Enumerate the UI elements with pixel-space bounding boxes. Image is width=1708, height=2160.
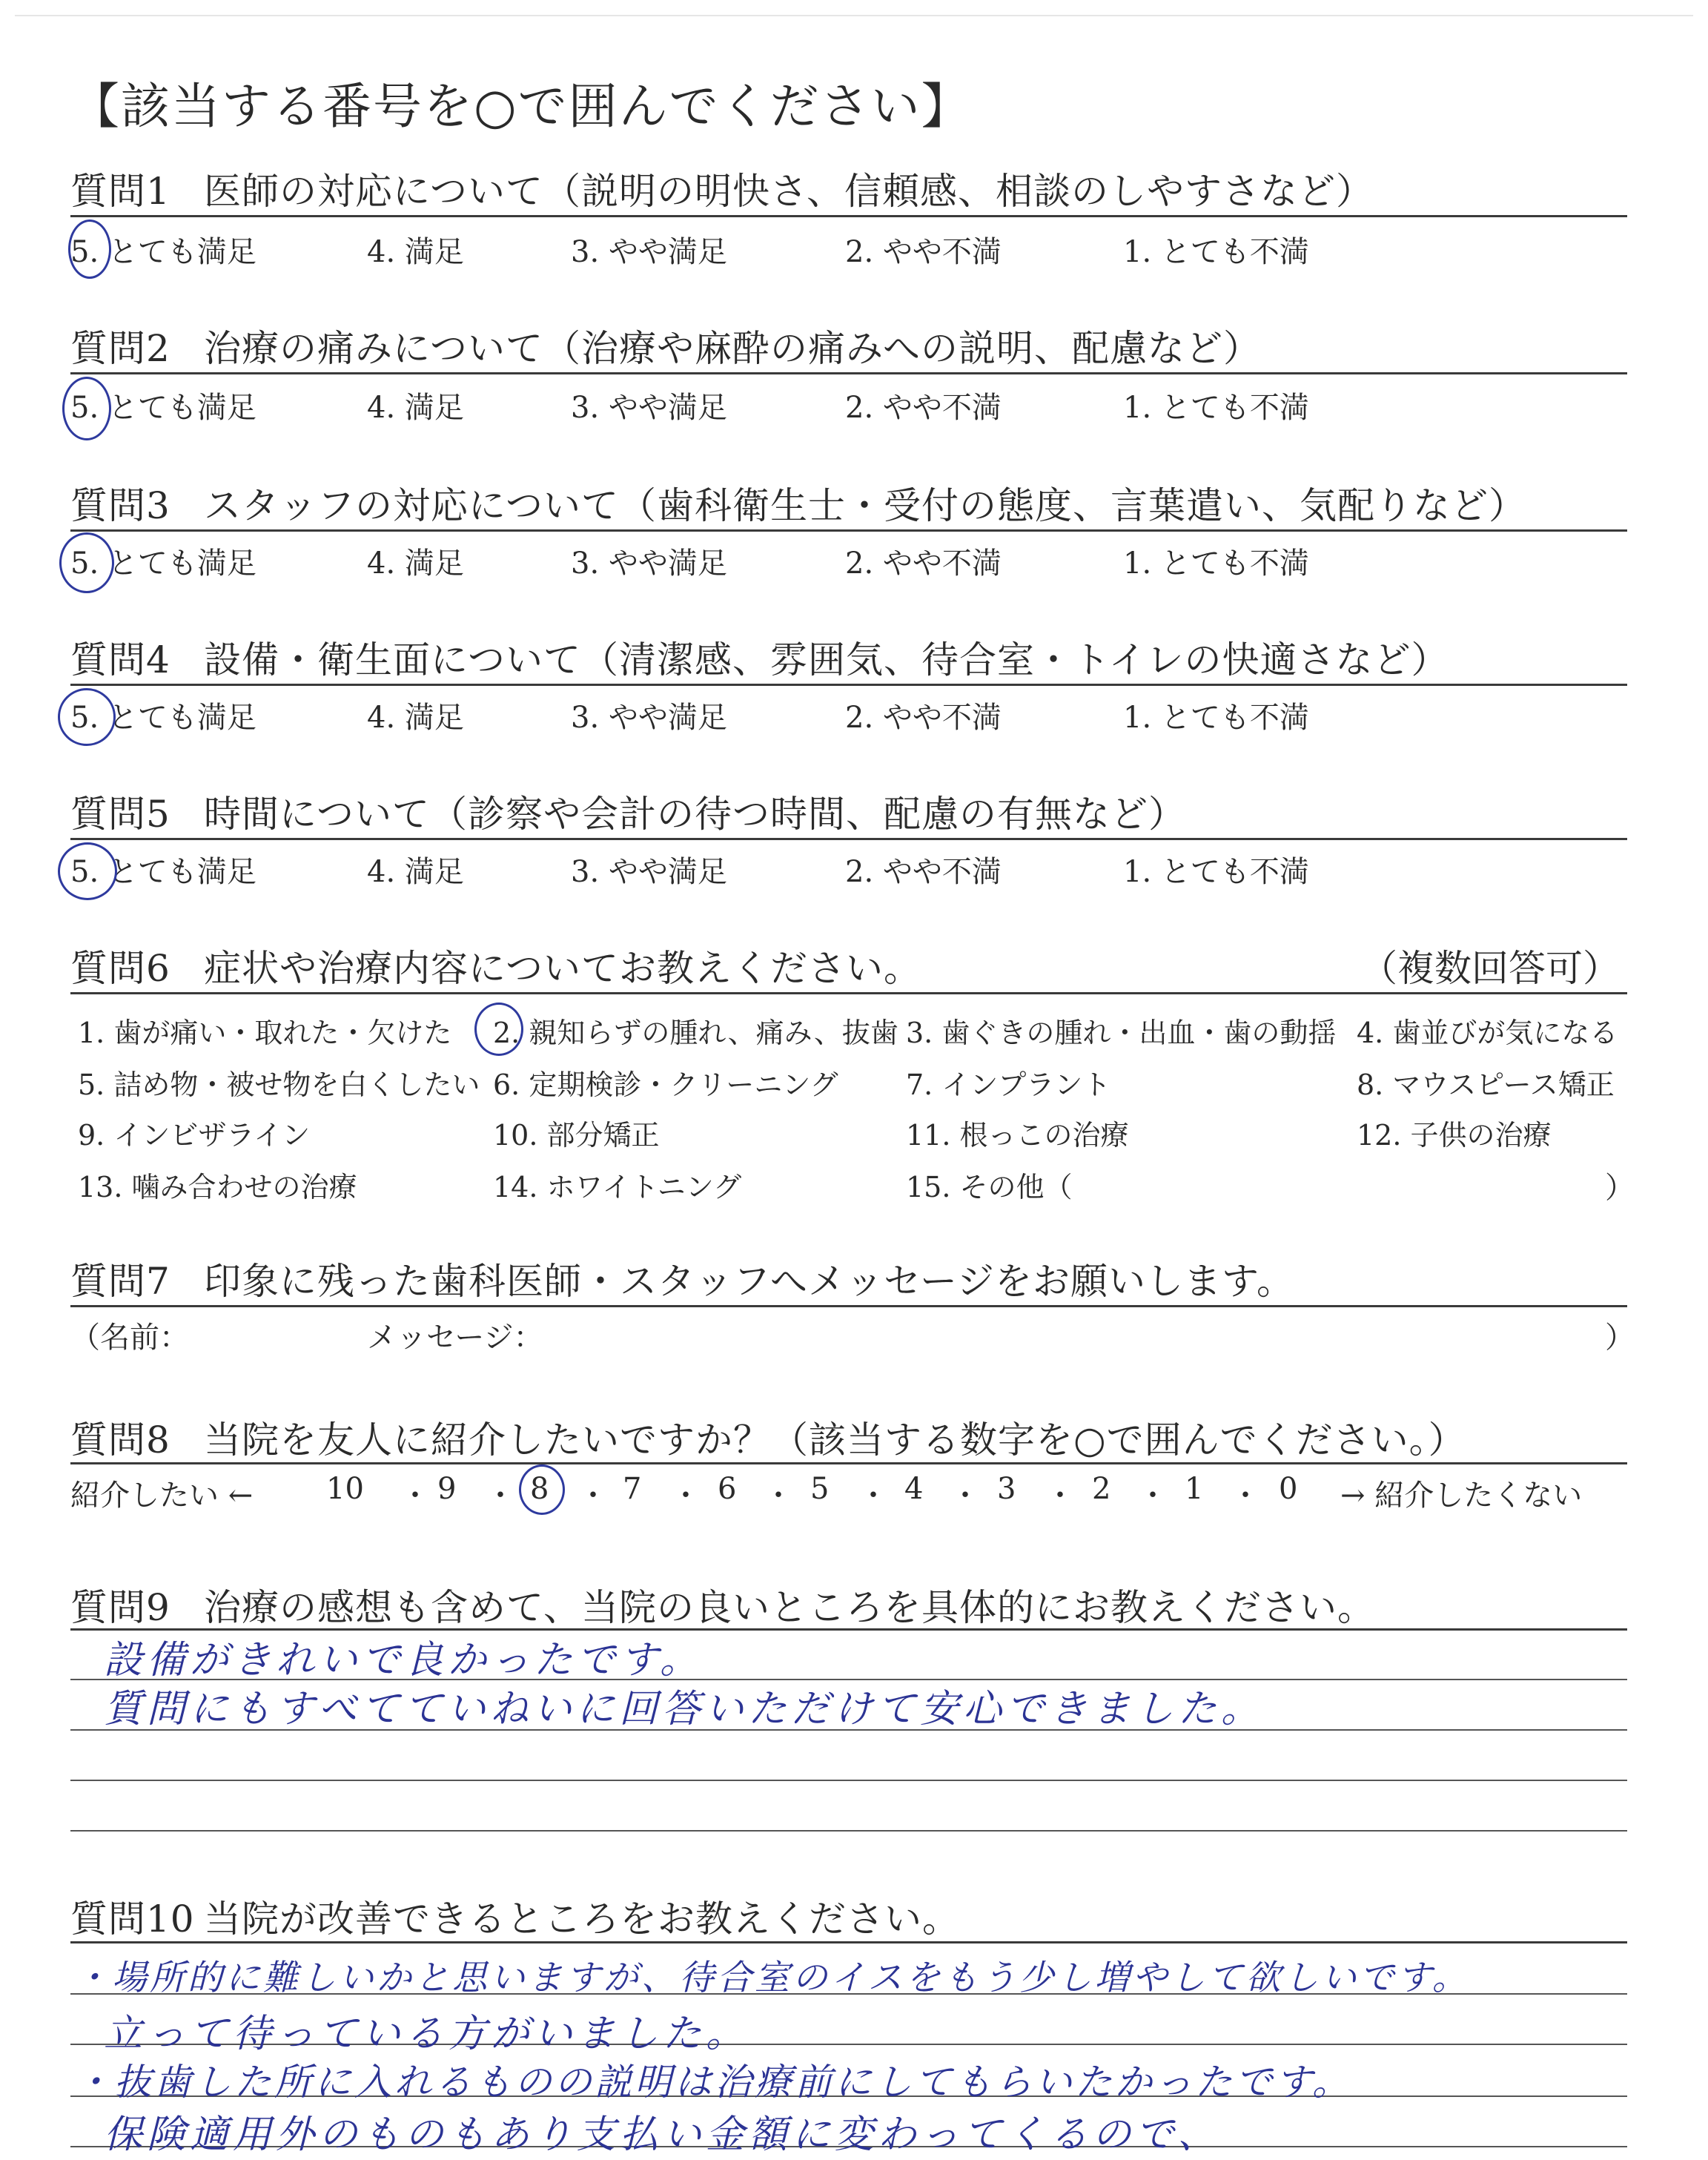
- scale-5[interactable]: 5: [810, 1472, 830, 1506]
- scale-3[interactable]: 3: [997, 1472, 1016, 1506]
- scale-dot: ・: [671, 1479, 701, 1513]
- symptom-item[interactable]: 5. 詰め物・被せ物を白くしたい: [78, 1069, 480, 1101]
- question-number: 質問4: [70, 638, 171, 681]
- question-number: 質問10: [70, 1898, 195, 1941]
- symptom-item[interactable]: 11. 根っこの治療: [906, 1119, 1129, 1152]
- symptom-item[interactable]: 2. 親知らずの腫れ、痛み、抜歯: [493, 1017, 898, 1049]
- symptom-item[interactable]: 9. インビザライン: [78, 1119, 311, 1152]
- symptom-item[interactable]: 6. 定期検診・クリーニング: [493, 1069, 838, 1101]
- question-number: 質問9: [70, 1586, 171, 1629]
- scale-7[interactable]: 7: [623, 1472, 642, 1506]
- option-1[interactable]: 1. とても不満: [1123, 546, 1309, 581]
- selection-circle: [59, 532, 114, 593]
- symptom-item[interactable]: 3. 歯ぐきの腫れ・出血・歯の動揺: [906, 1017, 1337, 1049]
- scale-2[interactable]: 2: [1092, 1472, 1111, 1506]
- question-rule: [70, 1462, 1627, 1464]
- question-rule: [70, 215, 1627, 217]
- handwritten-answer: 保険適用外のものもあり支払い金額に変わってくるので、: [104, 2113, 1221, 2157]
- question-number: 質問7: [70, 1260, 171, 1303]
- symptom-item[interactable]: 12. 子供の治療: [1357, 1119, 1552, 1152]
- question-rule: [70, 372, 1627, 374]
- question-rule: [70, 529, 1627, 532]
- option-2[interactable]: 2. やや不満: [845, 235, 1002, 269]
- recommend-left-label: 紹介したい ←: [70, 1479, 254, 1513]
- scale-8[interactable]: 8: [530, 1472, 549, 1506]
- option-3[interactable]: 3. やや満足: [571, 546, 727, 581]
- option-3[interactable]: 3. やや満足: [571, 701, 727, 735]
- option-3[interactable]: 3. やや満足: [571, 391, 727, 425]
- handwritten-answer: ・抜歯した所に入れるものの説明は治療前にしてもらいたかったです。: [74, 2061, 1352, 2104]
- symptom-item[interactable]: 13. 噛み合わせの治療: [78, 1171, 357, 1203]
- answer-line: [70, 1780, 1627, 1781]
- question-text: 治療の感想も含めて、当院の良いところを具体的にお教えください。: [204, 1586, 1375, 1629]
- option-2[interactable]: 2. やや不満: [845, 701, 1002, 735]
- scale-9[interactable]: 9: [437, 1472, 457, 1506]
- option-4[interactable]: 4. 満足: [367, 235, 464, 269]
- answer-line: [70, 1941, 1627, 1943]
- question-text: 印象に残った歯科医師・スタッフへメッセージをお願いします。: [204, 1260, 1294, 1303]
- scale-dot: ・: [950, 1479, 980, 1513]
- close-paren: ）: [1605, 1321, 1635, 1355]
- scale-dot: ・: [764, 1479, 793, 1513]
- scale-4[interactable]: 4: [904, 1472, 924, 1506]
- top-border: [15, 15, 1693, 16]
- question-text: 時間について（診察や会計の待つ時間、配慮の有無など）: [204, 793, 1186, 836]
- question-rule: [70, 838, 1627, 840]
- question-text: 当院が改善できるところをお教えください。: [204, 1898, 960, 1941]
- question-text: 当院を友人に紹介したいですか？（該当する数字を○で囲んでください。）: [204, 1418, 1466, 1462]
- symptom-item[interactable]: 7. インプラント: [906, 1069, 1111, 1101]
- selection-circle: [519, 1464, 565, 1515]
- selection-circle: [474, 1003, 523, 1056]
- symptom-item[interactable]: 14. ホワイトニング: [493, 1171, 742, 1203]
- handwritten-answer: 設備がきれいで良かったです。: [104, 1638, 703, 1682]
- selection-circle: [68, 219, 111, 279]
- message-label: メッセージ：: [367, 1321, 543, 1355]
- answer-line: [70, 1830, 1627, 1832]
- handwritten-answer: 立って待っている方がいました。: [104, 2012, 749, 2056]
- option-4[interactable]: 4. 満足: [367, 855, 464, 889]
- recommend-right-label: → 紹介したくない: [1340, 1479, 1583, 1513]
- option-4[interactable]: 4. 満足: [367, 546, 464, 581]
- option-3[interactable]: 3. やや満足: [571, 855, 727, 889]
- symptom-item[interactable]: 1. 歯が痛い・取れた・欠けた: [78, 1017, 452, 1049]
- symptom-item[interactable]: 10. 部分矯正: [493, 1119, 660, 1152]
- handwritten-answer: ・場所的に難しいかと思いますが、待合室のイスをもう少し増やして欲しいです。: [74, 1958, 1470, 1998]
- option-5[interactable]: 5. とても満足: [70, 546, 256, 581]
- question-text: 治療の痛みについて（治療や麻酔の痛みへの説明、配慮など）: [204, 327, 1261, 370]
- scale-1[interactable]: 1: [1185, 1472, 1204, 1506]
- question-text: 設備・衛生面について（清潔感、雰囲気、待合室・トイレの快適さなど）: [204, 638, 1449, 681]
- question-text: 症状や治療内容についてお教えください。: [204, 947, 921, 990]
- option-1[interactable]: 1. とても不満: [1123, 701, 1309, 735]
- scale-dot: ・: [858, 1479, 888, 1513]
- question-number: 質問1: [70, 170, 171, 213]
- question-text: スタッフの対応について（歯科衛生士・受付の態度、言葉遣い、気配りなど）: [204, 484, 1526, 527]
- selection-circle: [58, 688, 116, 746]
- option-4[interactable]: 4. 満足: [367, 391, 464, 425]
- symptom-item[interactable]: 8. マウスピース矯正: [1357, 1069, 1615, 1101]
- question-rule: [70, 1305, 1627, 1307]
- option-2[interactable]: 2. やや不満: [845, 855, 1002, 889]
- question-number: 質問5: [70, 793, 171, 836]
- option-1[interactable]: 1. とても不満: [1123, 855, 1309, 889]
- question-number: 質問3: [70, 484, 171, 527]
- scale-dot: ・: [400, 1479, 430, 1513]
- selection-circle: [58, 842, 117, 900]
- option-5[interactable]: 5. とても満足: [70, 701, 256, 735]
- question-number: 質問6: [70, 947, 171, 990]
- multiple-answer-note: （複数回答可）: [1360, 947, 1620, 990]
- option-4[interactable]: 4. 満足: [367, 701, 464, 735]
- scale-dot: ・: [1138, 1479, 1168, 1513]
- question-number: 質問2: [70, 327, 171, 370]
- question-rule: [70, 992, 1627, 994]
- name-label: （名前：: [70, 1321, 189, 1355]
- question-rule: [70, 684, 1627, 686]
- symptom-item[interactable]: 4. 歯並びが気になる: [1357, 1017, 1618, 1049]
- handwritten-answer: 質問にもすべてていねいに回答いただけて安心できました。: [104, 1687, 1264, 1731]
- option-3[interactable]: 3. やや満足: [571, 235, 727, 269]
- scale-dot: ・: [1045, 1479, 1075, 1513]
- option-1[interactable]: 1. とても不満: [1123, 235, 1309, 269]
- scale-10[interactable]: 10: [326, 1472, 364, 1506]
- option-5[interactable]: 5. とても満足: [70, 391, 256, 425]
- scale-dot: ・: [1231, 1479, 1260, 1513]
- question-number: 質問8: [70, 1418, 171, 1462]
- scale-0[interactable]: 0: [1279, 1472, 1298, 1506]
- symptom-item-other[interactable]: 15. その他（: [906, 1171, 1073, 1203]
- selection-circle: [62, 377, 111, 440]
- option-5[interactable]: 5. とても満足: [70, 235, 256, 269]
- page-title: 【該当する番号を○で囲んでください】: [70, 78, 972, 135]
- option-5[interactable]: 5. とても満足: [70, 855, 256, 889]
- close-paren: ）: [1605, 1171, 1635, 1205]
- option-2[interactable]: 2. やや不満: [845, 391, 1002, 425]
- scale-dot: ・: [486, 1479, 515, 1513]
- option-1[interactable]: 1. とても不満: [1123, 391, 1309, 425]
- scale-dot: ・: [578, 1479, 608, 1513]
- scale-6[interactable]: 6: [718, 1472, 737, 1506]
- option-2[interactable]: 2. やや不満: [845, 546, 1002, 581]
- question-text: 医師の対応について（説明の明快さ、信頼感、相談のしやすさなど）: [204, 170, 1374, 213]
